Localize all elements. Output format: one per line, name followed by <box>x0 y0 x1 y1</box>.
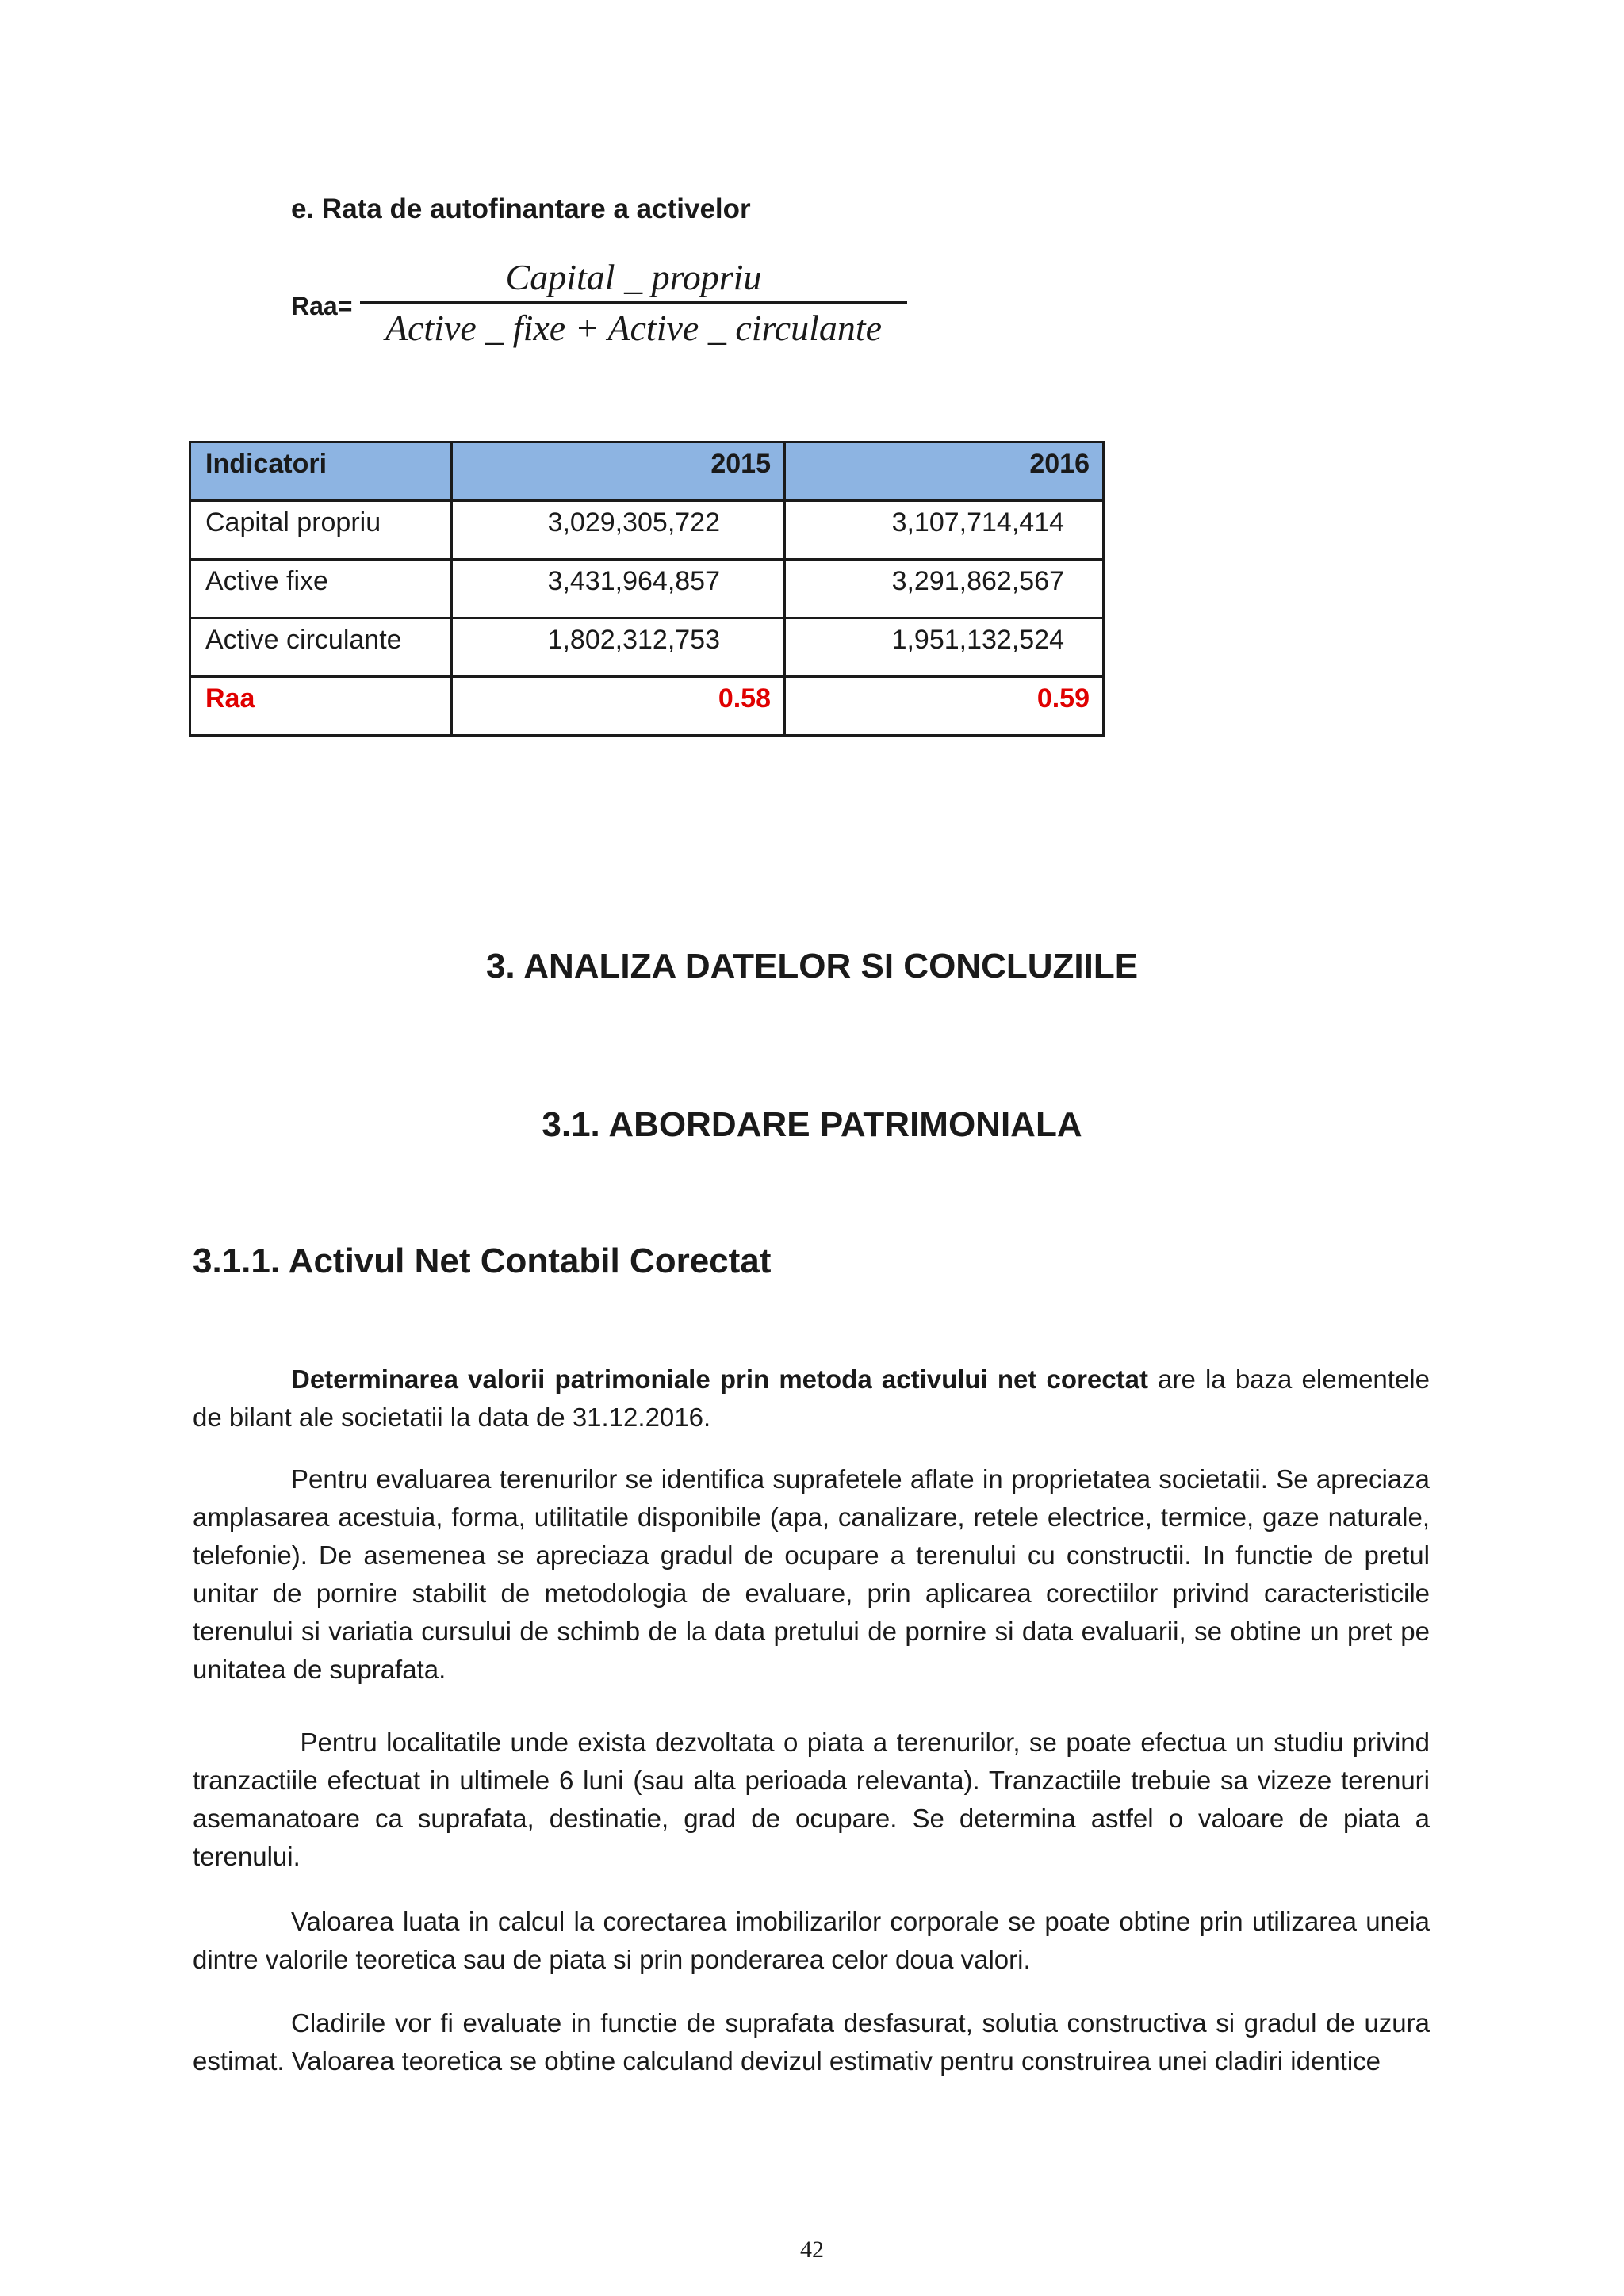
section-heading: 3.1. ABORDARE PATRIMONIALA <box>542 1105 1082 1144</box>
paragraph-3 <box>193 1724 1430 1876</box>
table-row <box>190 501 1104 560</box>
table-cell: Raa <box>190 677 452 736</box>
table-cell: 0.59 <box>785 677 1104 736</box>
table-cell: 0.58 <box>452 677 785 736</box>
section-e-heading: e. Rata de autofinantare a activelor <box>291 193 751 224</box>
table-cell: 3,431,964,857 <box>452 560 785 618</box>
formula-label: Raa= <box>291 292 353 320</box>
table-cell: 1,951,132,524 <box>785 618 1104 677</box>
paragraph-4 <box>193 1903 1430 1979</box>
fraction-bar <box>360 301 907 304</box>
table-row <box>190 560 1104 618</box>
table-cell: Active fixe <box>190 560 452 618</box>
paragraph-1-text: are la baza elementele de bilant ale societatii la data de 31.12.2016. <box>193 1364 1430 1432</box>
table-cell: 3,107,714,414 <box>785 501 1104 560</box>
paragraph-4-text: Valoarea luata in calcul la corectarea imobilizarilor corporale se poate obtine prin utilizarea uneia dintre valorile teoretica sau de piata si prin ponderarea celor doua valori. <box>193 1907 1430 1974</box>
paragraph-5 <box>193 2004 1430 2080</box>
table-cell: Capital propriu <box>190 501 452 560</box>
formula-numerator: Capital _ propriu <box>505 257 762 297</box>
table-row-raa <box>190 677 1104 736</box>
indicators-table <box>189 441 1105 737</box>
table-cell: 3,291,862,567 <box>785 560 1104 618</box>
paragraph-5-text: Cladirile vor fi evaluate in functie de suprafata desfasurat, solutia constructiva si gradul de uzura estimat. Valoarea teoretica se obtine calculand devizul estimativ pentru construirea unei cladiri identice <box>193 2008 1430 2076</box>
subsection-heading: 3.1.1. Activul Net Contabil Corectat <box>193 1242 772 1280</box>
table-cell: Active circulante <box>190 618 452 677</box>
table-cell: 3,029,305,722 <box>452 501 785 560</box>
paragraph-1-bold: Determinarea valorii patrimoniale prin metoda activului net corectat <box>291 1364 1148 1394</box>
chapter-heading: 3. ANALIZA DATELOR SI CONCLUZIILE <box>485 947 1139 985</box>
paragraph-2-text: Pentru evaluarea terenurilor se identifica suprafetele aflate in proprietatea societatii. Se apreciaza amplasarea acestuia, forma, utilitatile disponibile (apa, canalizare, retele electrice, termice, gaze naturale, telefonie). De asemenea se apreciaza gradul de ocupare a terenului cu constructii. In functie de pretul unitar de pornire stabilit de metodologia de evaluare, prin aplicarea corectiilor privind caracteristicile terenului si variatia cursului de schimb de la data pretului de pornire si data evaluarii, se obtine un pret pe unitatea de suprafata. <box>193 1464 1430 1684</box>
table-header-cell: Indicatori <box>190 442 452 501</box>
paragraph-3-text: Pentru localitatile unde exista dezvoltata o piata a terenurilor, se poate efectua un studiu privind tranzactiile efectuat in ultimele 6 luni (sau alta perioada relevanta). Tranzactiile trebuie sa vizeze terenuri asemanatoare ca suprafata, destinatie, grad de ocupare. Se determina astfel o valoare de piata a terenului. <box>193 1728 1430 1871</box>
table-header-row <box>190 442 1104 501</box>
formula-denominator: Active _ fixe + Active _ circulante <box>385 308 883 348</box>
table-row <box>190 618 1104 677</box>
page-number: 42 <box>800 2237 824 2263</box>
paragraph-2 <box>193 1460 1430 1689</box>
table-header-cell: 2016 <box>785 442 1104 501</box>
table-header-cell: 2015 <box>452 442 785 501</box>
table-cell: 1,802,312,753 <box>452 618 785 677</box>
paragraph-1 <box>193 1360 1430 1437</box>
